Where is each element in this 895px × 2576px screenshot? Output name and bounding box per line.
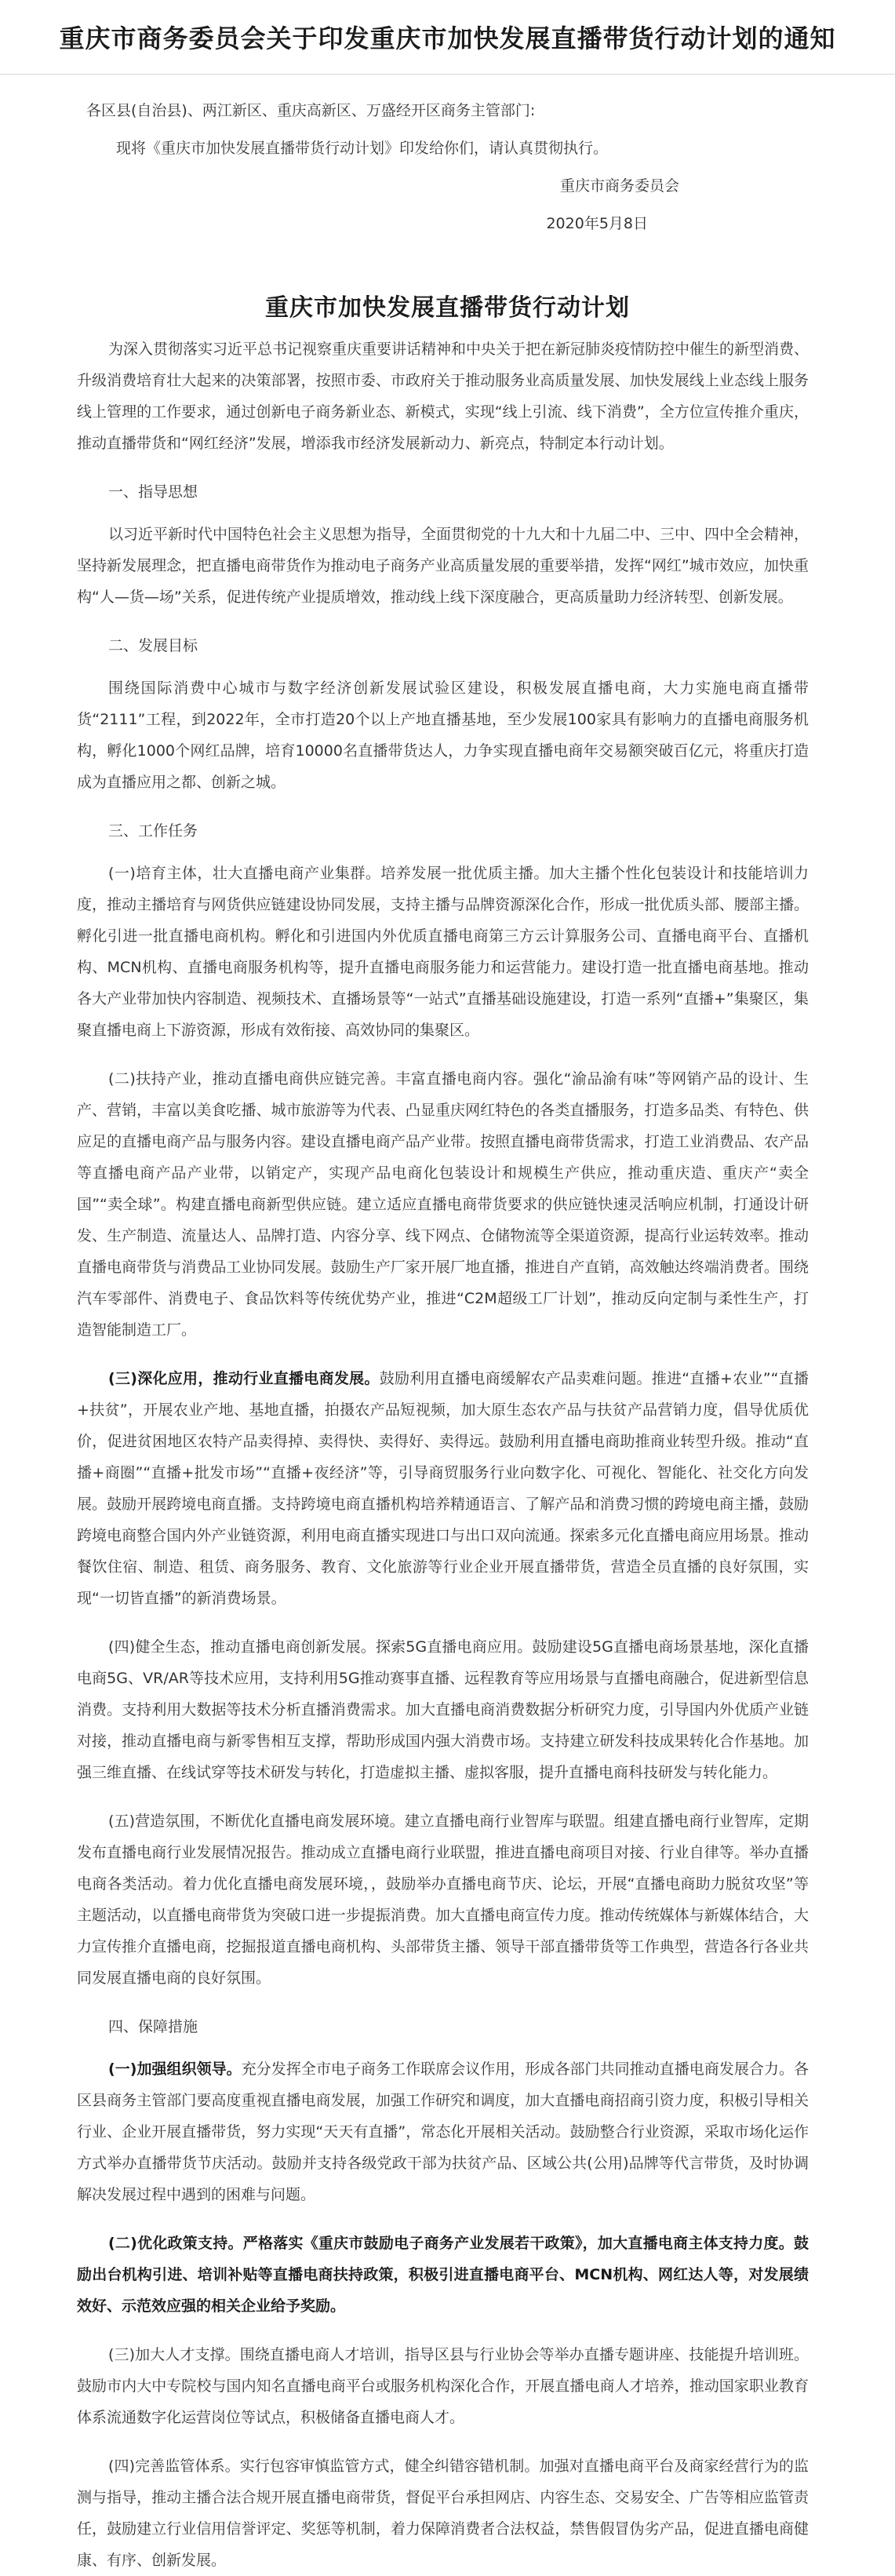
task-2-text: 丰富直播电商内容。强化“渝品渝有味”等网销产品的设计、生产、营销，丰富以美食吃播、城市旅游等为代表、凸显重庆网红特色的各类直播服务，打造多品类、有特色、供应足的直播电商产品与服务内容。建设直播电商产品产业带。按照直播电商带货需求，打造工业消费品、农产品等直播电商产品产业带，以销定产，实现产品电商化包装设计和规模生产供应，推动重庆造、重庆产“卖全国”“卖全球”。构建直播电商新型供应链。建立适应直播电商带货要求的供应链快速灵活响应机制，打通设计研发、生产制造、流量达人、品牌打造、内容分享、线下网点、仓储物流等全渠道资源，提高行业运转效率。推动直播电商带货与消费品工业协同发展。鼓励生产厂家开展厂地直播，推进自产直销，高效触达终端消费者。围绕汽车零部件、消费电子、食品饮料等传统优势产业，推进“C2M超级工厂计划”，推动反向定制与柔性生产，打造智能制造工厂。 <box>77 1070 809 1339</box>
measure-3: (三)加大人才支撑。围绕直播电商人才培训，指导区县与行业协会等举办直播专题讲座、技能提升培训班。鼓励市内大中专院校与国内知名直播电商平台或服务机构深化合作，开展直播电商人才培养，推动国家职业教育体系流通数字化运营岗位等试点，积极储备直播电商人才。 <box>77 2346 809 2426</box>
task-1 <box>77 858 809 1046</box>
notice-date: 2020年5月8日 <box>546 215 648 232</box>
notice-body: 现将《重庆市加快发展直播带货行动计划》印发给你们，请认真贯彻执行。 <box>116 140 609 157</box>
title-bar <box>0 0 895 75</box>
section-heading-safeguards: 四、保障措施 <box>108 2018 198 2035</box>
task-2 <box>77 1063 809 1346</box>
section-heading-goals: 二、发展目标 <box>108 637 198 654</box>
task-5-text: 建立直播电商行业智库与联盟。组建直播电商行业智库，定期发布直播电商行业发展情况报告。推动成立直播电商行业联盟，推进直播电商项目对接、行业自律等。举办直播电商各类活动。着力优化直播电商发展环境，，鼓励举办直播电商节庆、论坛，开展“直播电商助力脱贫攻坚”等主题活动，以直播电商带货为突破口进一步提振消费。加大直播电商宣传力度。推动传统媒体与新媒体结合，大力宣传推介直播电商，挖掘报道直播电商机构、头部带货主播、领导干部直播带货等工作典型，营造各行各业共同发展直播电商的良好氛围。 <box>77 1813 809 1987</box>
task-3-text: 鼓励利用直播电商缓解农产品卖难问题。推进“直播+农业”“直播+扶贫”，开展农业产地、基地直播，拍摄农产品短视频，加大原生态农产品与扶贫产品营销力度，倡导优质优价，促进贫困地区农特产品卖得掉、卖得快、卖得好、卖得远。鼓励利用直播电商助推商业转型升级。推动“直播+商圈”“直播+批发市场”“直播+夜经济”等，引导商贸服务行业向数字化、可视化、智能化、社交化方向发展。鼓励开展跨境电商直播。支持跨境电商直播机构培养精通语言、了解产品和消费习惯的跨境电商主播，鼓励跨境电商整合国内外产业链资源，利用电商直播实现进口与出口双向流通。探索多元化直播电商应用场景。推动餐饮住宿、制造、租赁、商务服务、教育、文化旅游等行业企业开展直播带货，营造全员直播的良好氛围，实现“一切皆直播”的新消费场景。 <box>77 1370 810 1607</box>
measure-1-text: 充分发挥全市电子商务工作联席会议作用，形成各部门共同推动直播电商发展合力。各区县商务主管部门要高度重视直播电商发展，加强工作研究和调度，加大直播电商招商引资力度，积极引导相关行业、企业开展直播带货，努力实现“天天有直播”，常态化开展相关活动。鼓励整合行业资源，采取市场化运作方式举办直播带货节庆活动。鼓励并支持各级党政干部为扶贫产品、区域公共(公用)品牌等代言带货，及时协调解决发展过程中遇到的困难与问题。 <box>77 2060 809 2203</box>
section-heading-guiding-ideology: 一、指导思想 <box>108 483 198 501</box>
task-1-text: 培养发展一批优质主播。加大主播个性化包装设计和技能培训力度，推动主播培育与网货供应链建设协同发展，支持主播与品牌资源深化合作，形成一批优质头部、腰部主播。孵化引进一批直播电商机构。孵化和引进国内外优质直播电商第三方云计算服务公司、直播电商平台、直播机构、MCN机构、直播电商服务机构等，提升直播电商服务能力和运营能力。建设打造一批直播电商基地。推动各大产业带加快内容制造、视频技术、直播场景等“一站式”直播基础设施建设，打造一系列“直播+”集聚区，集聚直播电商上下游资源，形成有效衔接、高效协同的集聚区。 <box>77 865 809 1039</box>
plan-title: 重庆市加快发展直播带货行动计划 <box>265 294 630 322</box>
task-4 <box>77 1631 809 1788</box>
measure-4: (四)完善监管体系。实行包容审慎监管方式，健全纠错容错机制。加强对直播电商平台及商家经营行为的监测与指导，推动主播合法合规开展直播电商带货，督促平台承担网店、内容生态、交易安全、广告等相应监管责任，鼓励建立行业信用信誉评定、奖惩等机制，着力保障消费者合法权益，禁售假冒伪劣产品，促进直播电商健康、有序、创新发展。 <box>77 2458 809 2569</box>
task-2-lead: (二)扶持产业，推动直播电商供应链完善。 <box>108 1070 396 1088</box>
task-4-text: 探索5G直播电商应用。鼓励建设5G直播电商场景基地，深化直播电商5G、VR/AR等技术应用，支持利用5G推动赛事直播、远程教育等应用场景与直播电商融合，促进新型信息消费。支持利用大数据等技术分析直播消费需求。加大直播电商消费数据分析研究力度，引导国内外优质产业链对接，推动直播电商与新零售相互支撑，帮助形成国内强大消费市场。支持建立研发科技成果转化合作基地。加强三维直播、在线试穿等技术研发与转化，打造虚拟主播、虚拟客服，提升直播电商科技研发与转化能力。 <box>77 1638 810 1781</box>
notice-recipients: 各区县(自治县)、两江新区、重庆高新区、万盛经开区商务主管部门: <box>86 102 536 119</box>
guiding-ideology-text: 以习近平新时代中国特色社会主义思想为指导，全面贯彻党的十九大和十九届二中、三中、四中全会精神，坚持新发展理念，把直播电商带货作为推动电子商务产业高质量发展的重要举措，发挥“网红”城市效应，加快重构“人—货—场”关系，促进传统产业提质增效，推动线上线下深度融合，更高质量助力经济转型、创新发展。 <box>77 526 810 606</box>
notice-section <box>0 75 895 242</box>
section-heading-tasks: 三、工作任务 <box>108 822 198 840</box>
measure-1-lead: (一)加强组织领导。 <box>108 2060 242 2078</box>
plan-body <box>0 333 895 2576</box>
goals-text: 围绕国际消费中心城市与数字经济创新发展试验区建设，积极发展直播电商，大力实施电商直播带货“2111”工程，到2022年，全市打造20个以上产地直播基地，至少发展100家具有影响力的直播电商服务机构，孵化1000个网红品牌，培育10000名直播带货达人，力争实现直播电商年交易额突破百亿元，将重庆打造成为直播应用之都、创新之城。 <box>77 680 809 791</box>
measure-2-text: (二)优化政策支持。严格落实《重庆市鼓励电子商务产业发展若干政策》，加大直播电商主体支持力度。鼓励出台机构引进、培训补贴等直播电商扶持政策，积极引进直播电商平台、MCN机构、网红达人等，对发展绩效好、示范效应强的相关企业给予奖励。 <box>77 2235 809 2315</box>
measure-2 <box>77 2228 809 2322</box>
task-3-lead: (三)深化应用，推动行业直播电商发展。 <box>108 1370 380 1387</box>
task-5 <box>77 1805 809 1994</box>
plan-intro: 为深入贯彻落实习近平总书记视察重庆重要讲话精神和中央关于把在新冠肺炎疫情防控中催生的新型消费、升级消费培育壮大起来的决策部署，按照市委、市政府关于推动服务业高质量发展、加快发展线上业态线上服务线上管理的工作要求，通过创新电子商务新业态、新模式，实现“线上引流、线下消费”，全方位宣传推介重庆，推动直播带货和“网红经济”发展，增添我市经济发展新动力、新亮点，特制定本行动计划。 <box>77 341 810 452</box>
task-4-lead: (四)健全生态，推动直播电商创新发展。 <box>108 1638 376 1656</box>
task-1-lead: (一)培育主体，壮大直播电商产业集群。 <box>108 865 381 882</box>
document-title: 重庆市商务委员会关于印发重庆市加快发展直播带货行动计划的通知 <box>59 24 836 53</box>
task-3 <box>77 1363 809 1614</box>
measure-1 <box>77 2053 809 2210</box>
notice-issuer: 重庆市商务委员会 <box>559 177 679 195</box>
task-5-lead: (五)营造氛围，不断优化直播电商发展环境。 <box>108 1813 405 1830</box>
